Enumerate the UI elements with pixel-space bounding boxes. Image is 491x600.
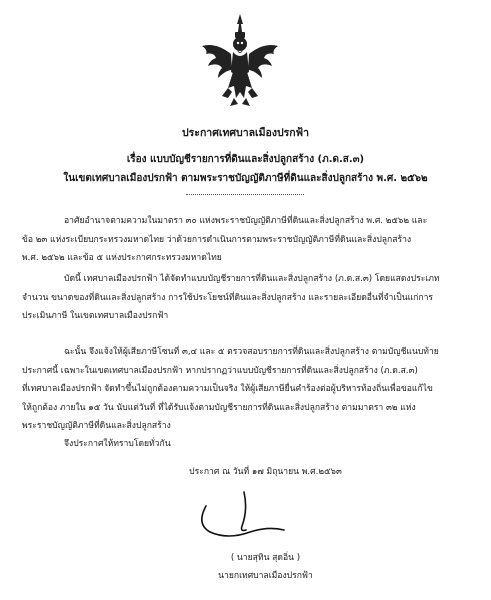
- paragraph-3-line: ประกาศนี้ เฉพาะในเขตเทศบาลเมืองปรกฟ้า หากปรากฏว่าแบบบัญชีรายการที่ดินและสิ่งปลูกสร้าง (ภ.ด.ส.๓): [22, 365, 418, 376]
- paragraph-2-line: ประเมินภาษี ในเขตเทศบาลเมืองปรกฟ้า: [22, 311, 169, 321]
- announcement-title: ประกาศเทศบาลเมืองปรกฟ้า: [182, 127, 309, 139]
- signatory-name: ( นายสุทิน สุดอิ่น ): [230, 553, 301, 563]
- paragraph-3-line: ให้ถูกต้อง ภายใน ๑๕ วัน นับแต่วันที่ ที่ได้รับแจ้งตามบัญชีรายการที่ดินและสิ่งปลูกสร้าง ตามมาตรา ๓๒ แห่ง: [22, 402, 416, 413]
- paragraph-2-line: บัดนี้ เทศบาลเมืองปรกฟ้า ได้จัดทำแบบบัญชีรายการที่ดินและสิ่งปลูกสร้าง (ภ.ด.ส.๓) โดยแสดงประเภท: [64, 274, 440, 284]
- signature-mark: [188, 486, 298, 546]
- date-line: ประกาศ ณ วันที่ ๑๗ มิถุนายน พ.ศ.๒๕๖๓: [189, 467, 342, 477]
- dotted-divider: [186, 194, 304, 195]
- paragraph-1-line: พ.ศ. ๒๕๖๒ และข้อ ๕ แห่งประกาศกระทรวงมหาดไทย: [22, 253, 222, 263]
- subject-line-2: ในเขตเทศบาลเมืองปรกฟ้า ตามพระราชบัญญัติภาษีที่ดินและสิ่งปลูกสร้าง พ.ศ. ๒๕๖๒: [63, 173, 428, 184]
- signatory-position: นายกเทศบาลเมืองปรกฟ้า: [218, 571, 313, 581]
- closing-line: จึงประกาศให้ทราบโดยทั่วกัน: [64, 439, 171, 449]
- paragraph-3-line: ที่เทศบาลเมืองปรกฟ้า จัดทำขึ้นไม่ถูกต้องตามความเป็นจริง ให้ผู้เสียภาษียื่นคำร้องต่อผู้บริหารท้องถิ่นเพื่อขอแก้ไข: [22, 384, 433, 394]
- paragraph-2: [22, 270, 469, 326]
- paragraph-1-line: อาศัยอำนาจตามความในมาตรา ๓๐ แห่งพระราชบัญญัติภาษีที่ดินและสิ่งปลูกสร้าง พ.ศ. ๒๕๖๒ และ: [64, 216, 428, 226]
- paragraph-3-line: พระราชบัญญัติภาษีที่ดินและสิ่งปลูกสร้าง: [22, 421, 171, 431]
- garuda-emblem-icon: [198, 12, 282, 108]
- paragraph-3-line: ฉะนั้น จึงแจ้งให้ผู้เสียภาษีโซนที่ ๓,๔ และ ๕ ตรวจสอบรายการที่ดินและสิ่งปลูกสร้าง ตามบัญชีแนบท้าย: [64, 347, 439, 357]
- paragraph-1-line: ข้อ ๒๓ แห่งระเบียบกระทรวงมหาดไทย ว่าด้วยการดำเนินการตามพระราชบัญญัติภาษีที่ดินและสิ่งปลูกสร้าง: [22, 234, 412, 245]
- paragraph-1: [22, 212, 469, 268]
- paragraph-2-line: จำนวน ขนาดของที่ดินและสิ่งปลูกสร้าง การใช้ประโยชน์ที่ดินและสิ่งปลูกสร้าง และรายละเอียดอื่นที่จำเป็นแก่การ: [22, 292, 434, 303]
- subject-line-1: เรื่อง แบบบัญชีรายการที่ดินและสิ่งปลูกสร้าง (ภ.ด.ส.๓): [126, 154, 365, 165]
- paragraph-3: [22, 343, 469, 436]
